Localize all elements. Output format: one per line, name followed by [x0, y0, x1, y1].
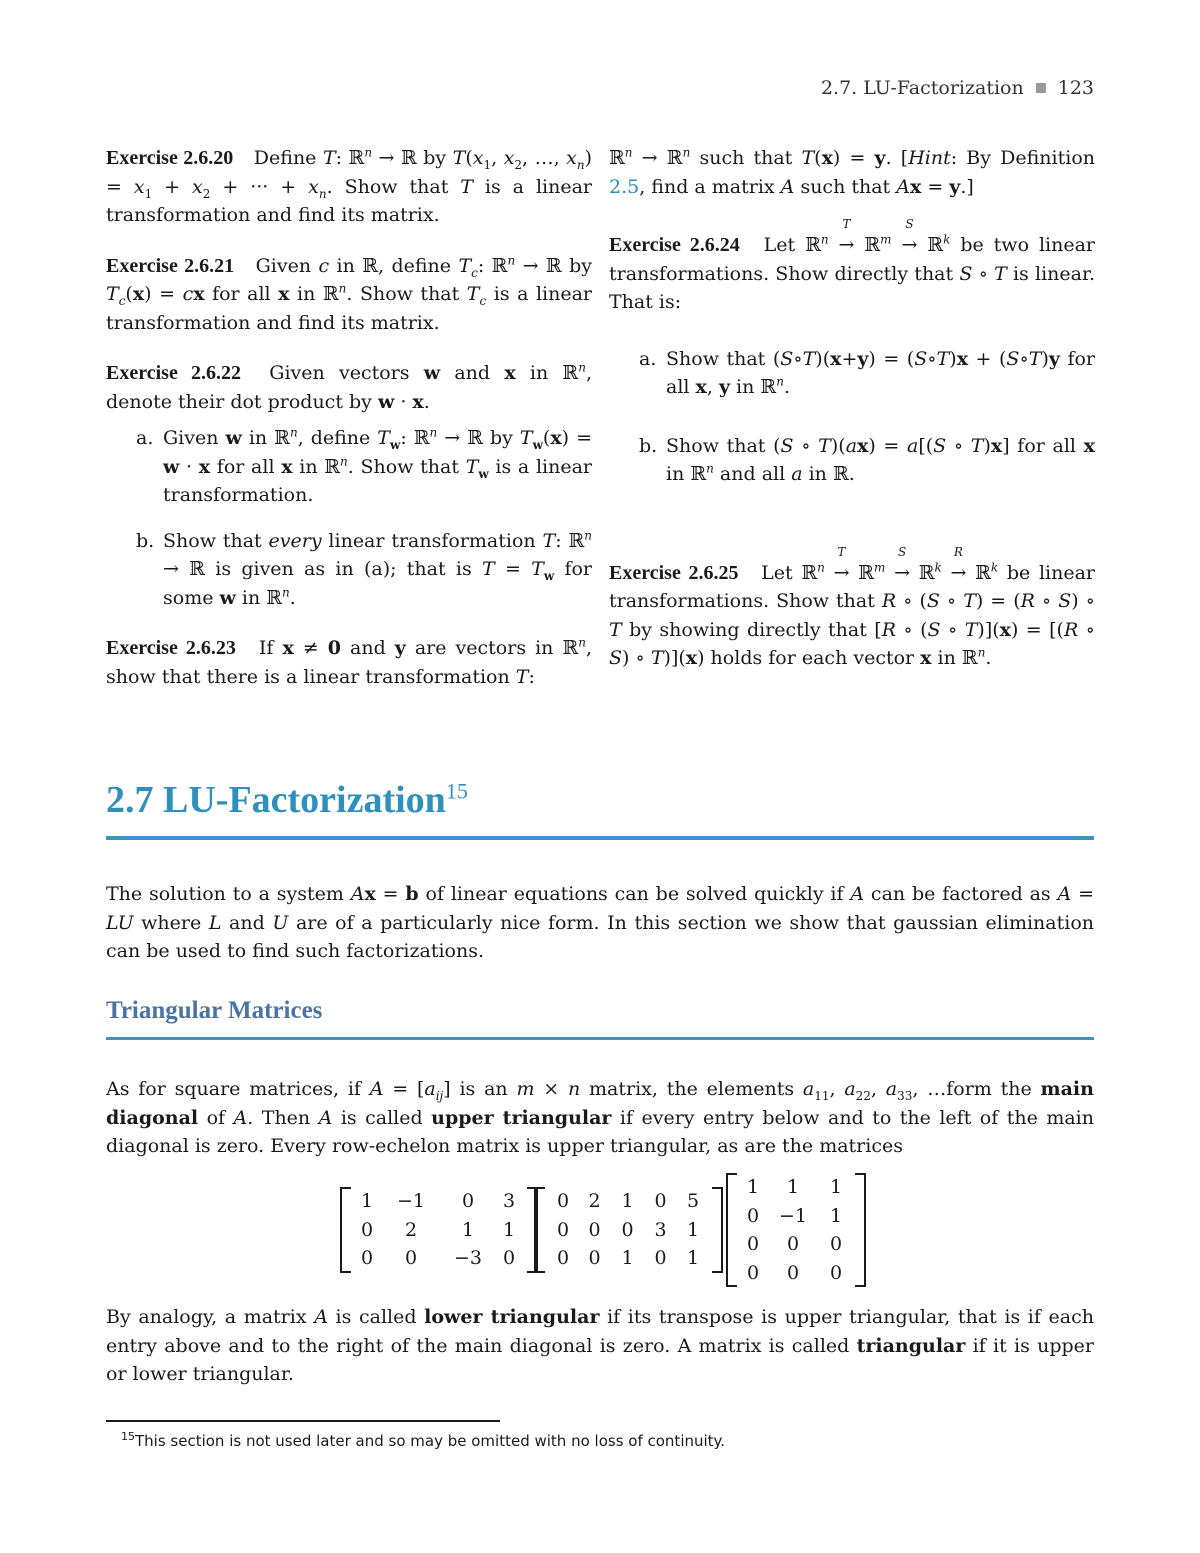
matrix-entry: 1 — [360, 1190, 374, 1212]
running-head — [821, 74, 1094, 103]
left-bracket — [726, 1173, 737, 1287]
matrix-entry: 0 — [360, 1218, 374, 1241]
matrix-entry: 1 — [786, 1176, 800, 1198]
matrix-entry: 0 — [746, 1204, 760, 1227]
matrix-entry: 0 — [588, 1218, 601, 1241]
exercise-2-6-24-part-b: b. Show that (S ∘ T)(ax) = a[(S ∘ T)x] for all x in ℝ$^n$ and all a in ℝ. — [639, 434, 1095, 485]
matrix-entry: 1 — [746, 1176, 760, 1198]
matrix-entry: −3 — [453, 1247, 482, 1269]
exercise-label: Exercise 2.6.21 — [106, 254, 235, 277]
matrix-entry: 0 — [654, 1190, 667, 1212]
running-head-section: 2.7. LU-Factorization — [820, 77, 1024, 99]
upper-triangular-matrix-1 — [354, 1187, 524, 1273]
lower-triangular-paragraph: By analogy, a matrix A is called lower triangular if its transpose is upper triangular, that is if each entry above and to the right of the main diagonal is zero. A matrix is called triangular if it is upper or lower triangular. — [106, 1306, 1094, 1385]
matrix-entry: 3 — [502, 1190, 516, 1212]
exercise-2-6-22-part-a: a. Given w in ℝ$^n$, define $T_w$: ℝ$^n$ → ℝ by $T_w(x) = w \cdot x$ for all x in ℝ$^n$. Show that $T_w$ is a linear transformation. — [136, 425, 593, 506]
exercise-column-right — [609, 144, 1095, 673]
left-bracket — [534, 1187, 545, 1273]
exercise-2-6-24: Exercise 2.6.24 Let ℝ$^n$ T → ℝ$^m$ S → ℝ$^k$ be two linear transformations. Show directly that S ∘ T is linear. That is: — [609, 217, 1095, 313]
matrix-entry: 1 — [621, 1190, 634, 1212]
matrix-entry: 0 — [556, 1218, 570, 1241]
exercise-2-6-20: Exercise 2.6.20 Define T: ℝ$^n$ → ℝ by $T(x_1$, $x_2$, …, $x_n) = x_1 + x_2$ + ··· + $x_n$. Show that T is a linear transformation and find its matrix. — [106, 145, 593, 226]
matrix-entry: 0 — [588, 1247, 601, 1269]
upper-triangular-matrix-3 — [740, 1173, 852, 1287]
footnote-text: This section is not used later and so may be omitted with no loss of continuity. — [135, 1432, 726, 1450]
exercise-2-6-21: Exercise 2.6.21 Given c in ℝ, define $T_c$: ℝ$^n$ → ℝ by $T_c(x)$ = cx for all x in ℝ$^n$. Show that $T_c$ is a linear transformation and find its matrix. — [106, 253, 592, 334]
matrix-entry: 5 — [686, 1190, 700, 1212]
upper-triangular-matrix-2 — [548, 1187, 709, 1273]
matrix-entry: 1 — [686, 1247, 700, 1269]
exercise-label: Exercise 2.6.20 — [106, 147, 234, 169]
exercise-2-6-24-part-a: a. Show that (S∘T)(x+y) = (S∘T)x + (S∘T)y for all x, y in ℝ$^n$. — [639, 347, 1095, 398]
square-bullet-icon — [1036, 83, 1046, 93]
exercise-column-left — [106, 144, 592, 691]
matrix-entry: −1 — [778, 1204, 807, 1227]
footnote-marker[interactable]: 15 — [445, 778, 468, 804]
subsection-rule — [106, 1037, 1094, 1040]
matrix-entry: 0 — [829, 1261, 843, 1284]
matrix-entry: −1 — [396, 1190, 425, 1212]
matrix-entry: 0 — [621, 1218, 634, 1241]
matrix-entry: 0 — [404, 1247, 418, 1269]
matrix-entry: 0 — [556, 1247, 570, 1269]
exercise-2-6-22: Exercise 2.6.22 Given vectors w and x in ℝ$^n$, denote their dot product by w · x. — [106, 360, 592, 413]
matrix-entry: 0 — [556, 1190, 570, 1212]
triangular-definition-paragraph: As for square matrices, if $A = [a_{ij}]$ is an m × n matrix, the elements $a_{11}$, $a_{22}$, $a_{33}$, …form the main diagonal of A. Then A is called upper triangular if every entry below and to the left of the main diagonal is zero. Every row-echelon matrix is upper triangular, as are the matrices — [106, 1078, 1094, 1157]
right-bracket — [855, 1173, 866, 1287]
matrix-entry: 1 — [829, 1204, 843, 1227]
matrix-entry: 0 — [746, 1233, 760, 1255]
exercise-2-6-23: Exercise 2.6.23 If x ≠ 0 and y are vectors in ℝ$^n$, show that there is a linear transformation T: — [106, 635, 593, 688]
matrix-entry: 1 — [461, 1218, 475, 1241]
matrix-entry: 2 — [588, 1190, 601, 1212]
section-rule — [106, 836, 1094, 840]
footnote-mark: 15 — [121, 1430, 135, 1443]
exercise-2-6-25: Exercise 2.6.25 Let ℝ$^n$ T → ℝ$^m$ S → ℝ$^k$ R → ℝ$^k$ be linear transformations. Show that R ∘ (S ∘ T) = (R ∘ S) ∘ T by showing directly that [R ∘ (S ∘ T)](x) = [(R ∘ S) ∘ T)](x) holds for each vector x in ℝ$^n$. — [609, 544, 1096, 669]
matrix-entry: 0 — [829, 1233, 843, 1255]
footnote-rule — [106, 1420, 500, 1422]
matrix-entry: 0 — [360, 1247, 374, 1269]
exercise-label: Exercise 2.6.23 — [106, 637, 236, 659]
matrix-entry: 0 — [502, 1247, 516, 1269]
matrix-entry: 1 — [829, 1176, 843, 1198]
matrix-entry: 2 — [404, 1218, 418, 1241]
exercise-label: Exercise 2.6.22 — [106, 362, 242, 384]
exercise-2-6-23-continued: ℝ$^n$ → ℝ$^n$ such that T(x) = y. [Hint: By Definition 2.5, find a matrix A such that Ax = y.] — [609, 145, 1095, 198]
matrix-entry: 1 — [686, 1218, 700, 1241]
matrix-entry: 0 — [786, 1233, 800, 1255]
matrix-entry: 0 — [461, 1190, 475, 1212]
matrix-entry: 0 — [786, 1261, 800, 1284]
section-title-text: 2.7 LU-Factorization — [106, 779, 446, 821]
section-title — [106, 770, 468, 830]
matrix-entry: 3 — [654, 1218, 667, 1241]
exercise-2-6-22-part-b: b. Show that every linear transformation T: ℝ$^n$ → ℝ is given as in (a); that is $T = T_w$ for some w in ℝ$^n$. — [136, 528, 592, 609]
matrix-entry: 1 — [621, 1247, 634, 1269]
left-bracket — [340, 1187, 351, 1273]
matrix-entry: 0 — [746, 1261, 760, 1284]
matrix-entry: 0 — [654, 1247, 667, 1269]
right-bracket — [712, 1187, 723, 1273]
exercise-label: Exercise 2.6.25 — [609, 561, 739, 584]
definition-link[interactable]: 2.5 — [609, 175, 640, 198]
exercise-label: Exercise 2.6.24 — [609, 234, 740, 256]
page-number: 123 — [1057, 77, 1094, 99]
section-intro-paragraph: The solution to a system Ax = b of linear equations can be solved quickly if A can be factored as A = LU where L and U are of a particularly nice form. In this section we show that gaussian elimination can be used to find such factorizations. — [106, 883, 1095, 962]
matrix-entry: 1 — [502, 1218, 516, 1241]
footnote — [121, 1431, 725, 1451]
subsection-title: Triangular Matrices — [106, 997, 323, 1024]
